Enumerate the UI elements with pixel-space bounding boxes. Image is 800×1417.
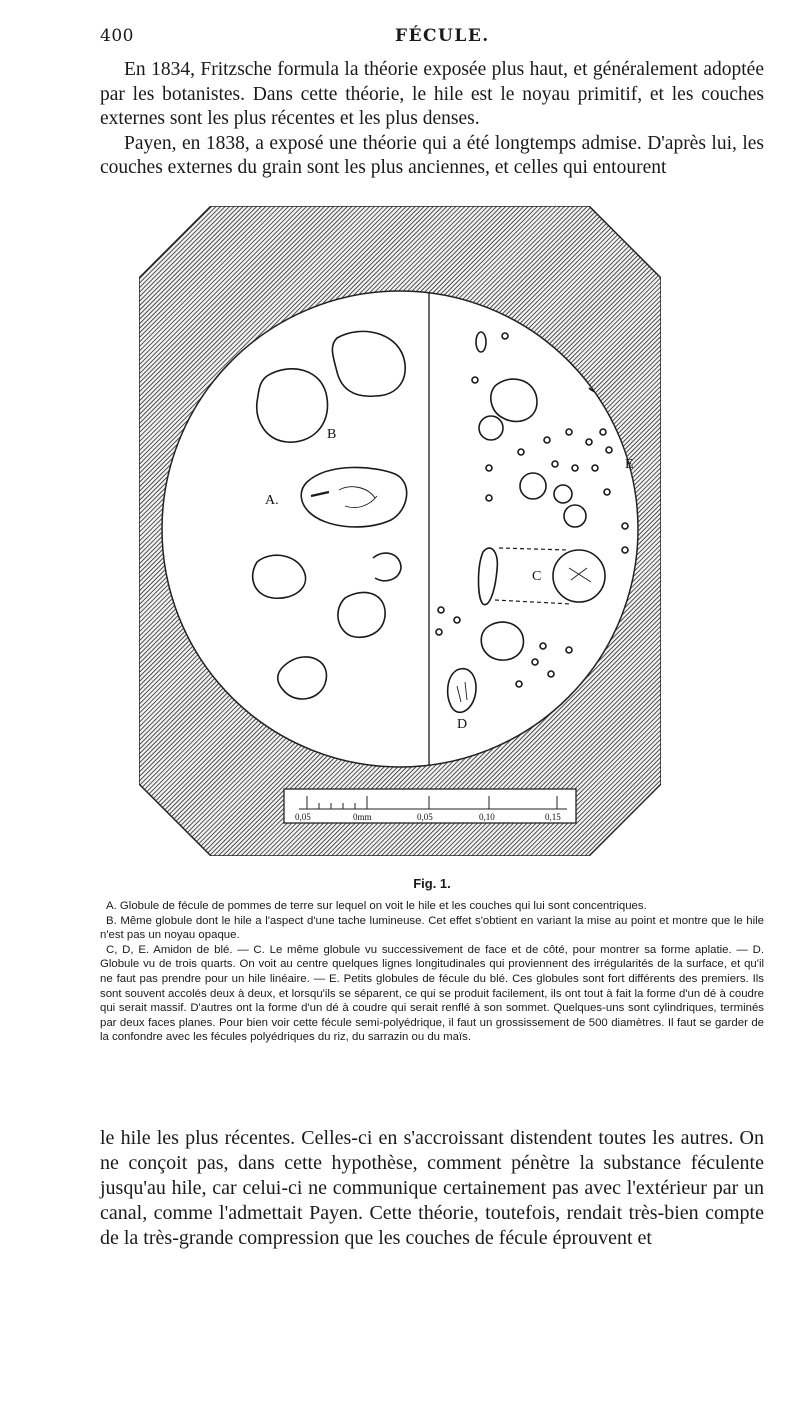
scale-tick-label: 0,10	[479, 812, 495, 822]
figure-label-d: D	[457, 717, 468, 732]
caption-paragraph: A. Globule de fécule de pommes de terre sur lequel on voit le hile et les couches qui lui sont concentriques.	[106, 900, 647, 912]
field-of-view	[162, 291, 638, 767]
body-text-top	[100, 58, 764, 181]
figure-label-e: E	[625, 457, 634, 472]
caption-paragraph: C, D, E. Amidon de blé. — C. Le même globule vu successivement de face et de côté, pour montrer sa forme aplatie. — D. Globule vu de trois quarts. On voit au centre quelques lignes longitudinales qui proviennent des irrégularités de la surface, et qu'il ne faut pas prendre pour un hile linéaire. — E. Petits globules de fécule du blé. Ces globules sont fort différents des premiers. Ils sont souvent accolés deux à deux, et lorsqu'ils se séparent, ce qui se produit facilement, ils ont tout à fait la forme d'un dé à coudre qui serait massif. D'autres ont la forme d'un dé à coudre qui serait renflé à son sommet. Quelques-uns sont cylindriques, terminés par deux faces planes. Pour bien voir cette fécule semi-polyédrique, il faut un grossissement de 500 diamètres. Il faut se garder de la confondre avec les fécules polyédriques du riz, du sarrazin ou du maïs.	[100, 943, 764, 1044]
figure-caption	[100, 899, 764, 1045]
paragraph: En 1834, Fritzsche formula la théorie exposée plus haut, et généralement adoptée par les botanistes. Dans cette théorie, le hile est le noyau primitif, et les couches externes sont les plus récentes et les plus denses.	[100, 59, 764, 129]
figure-label-b: B	[327, 427, 337, 442]
figure-illustration	[139, 206, 661, 856]
paragraph: le hile les plus récentes. Celles-ci en s'accroissant distendent toutes les autres. On ne conçoit pas, dans cette hypothèse, comment pénètre la substance féculente jusqu'au hile, car celui-ci ne communique certainement pas avec l'extérieur par un canal, comme l'admettait Payen. Cette théorie, toutefois, rendait très-bien compte de la très-grande compression que les couches de fécule éprouvent et	[100, 1127, 764, 1249]
paragraph: Payen, en 1838, a exposé une théorie qui a été longtemps admise. D'après lui, les couches externes du grain sont les plus anciennes, et celles qui entourent	[100, 132, 764, 178]
page-number: 400	[100, 26, 134, 46]
scale-tick-label: 0,05	[417, 812, 433, 822]
body-text-bottom	[100, 1126, 764, 1251]
caption-paragraph: B. Même globule dont le hile a l'aspect d'une tache lumineuse. Cet effet s'obtient en variant la mise au point et montre que le hile n'est pas un noyau opaque.	[100, 914, 764, 942]
micrometer-scale	[284, 789, 576, 823]
microscope-figure	[139, 206, 661, 856]
scale-tick-label: 0mm	[353, 812, 372, 822]
scale-tick-label: 0,15	[545, 812, 561, 822]
figure-number: Fig. 1.	[413, 876, 451, 891]
running-title: FÉCULE.	[395, 26, 490, 46]
figure-label-a: A.	[265, 493, 279, 508]
page-header	[100, 26, 760, 50]
scale-tick-label: 0,05	[295, 812, 311, 822]
figure-label-c: C	[532, 569, 542, 584]
